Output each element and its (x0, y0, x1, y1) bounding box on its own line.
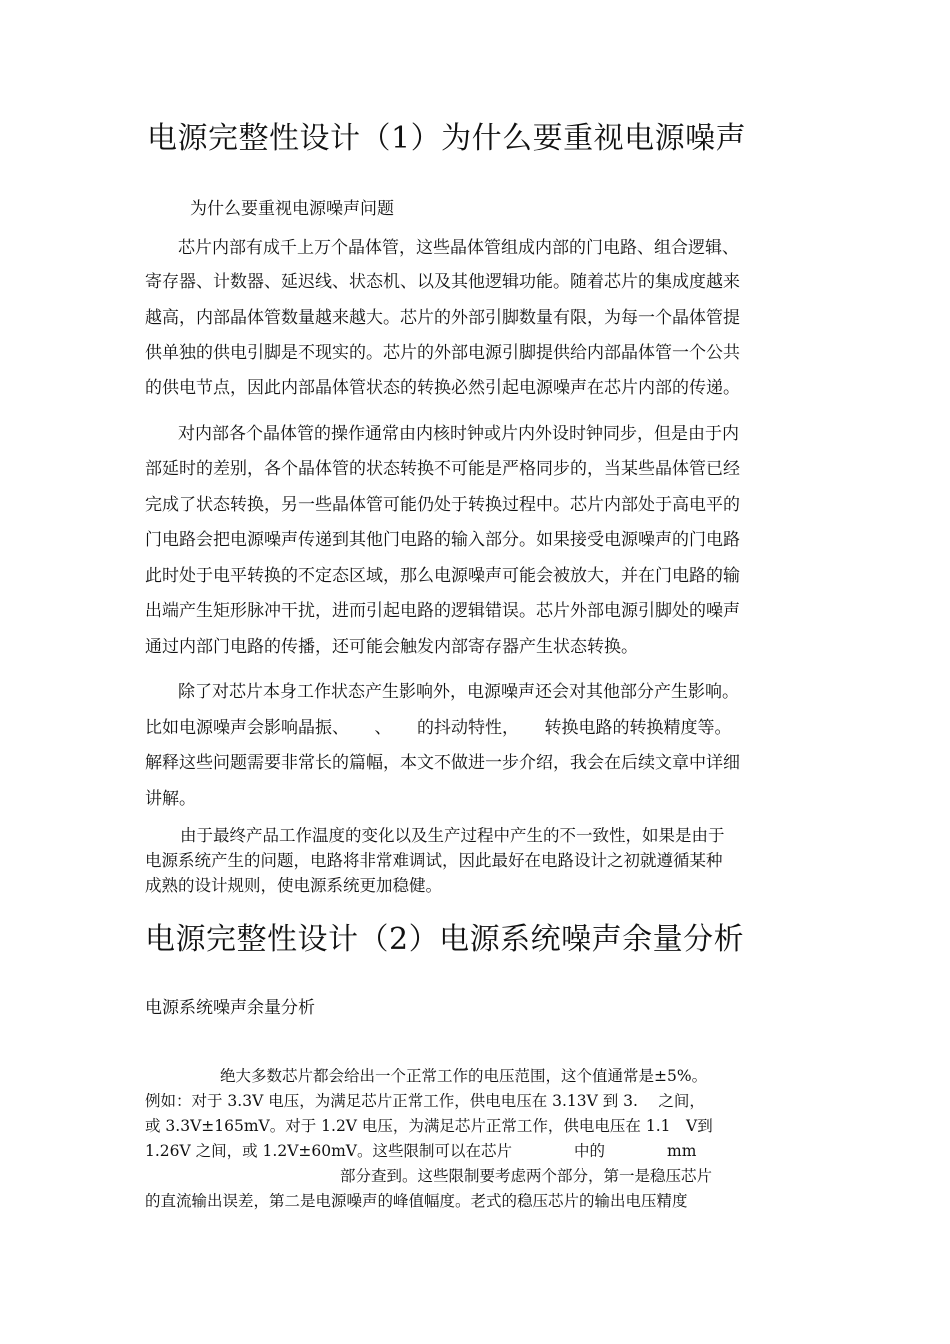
para1-line: 供单独的供电引脚是不现实的。芯片的外部电源引脚提供给内部晶体管一个公共 (145, 343, 740, 363)
section2-title: 电源完整性设计（2）电源系统噪声余量分析 (145, 922, 745, 957)
para2-line: 对内部各个晶体管的操作通常由内核时钟或片内外设时钟同步，但是由于内 (178, 424, 739, 444)
s2-para1-line: 的直流输出误差，第二是电源噪声的峰值幅度。老式的稳压芯片的输出电压精度 (145, 1192, 688, 1210)
s2-para1-line: 1.26V 之间，或 1.2V±60mV。这些限制可以在芯片 中的 mm (145, 1142, 697, 1160)
para2-line: 部延时的差别，各个晶体管的状态转换不可能是严格同步的，当某些晶体管已经 (145, 459, 740, 479)
s2-para1-line: 例如：对于 3.3V 电压，为满足芯片正常工作，供电电压在 3.13V 到 3. 之间， (145, 1092, 705, 1110)
para3-line: 讲解。 (145, 789, 196, 809)
para3-line: 解释这些问题需要非常长的篇幅，本文不做进一步介绍，我会在后续文章中详细 (145, 753, 740, 773)
s2-para1-line: 绝大多数芯片都会给出一个正常工作的电压范围，这个值通常是±5%。 (220, 1067, 708, 1085)
para4-line: 电源系统产生的问题，电路将非常难调试，因此最好在电路设计之初就遵循某种 (145, 851, 723, 870)
section1-title: 电源完整性设计（1）为什么要重视电源噪声 (147, 121, 747, 156)
para2-line: 完成了状态转换，另一些晶体管可能仍处于转换过程中。芯片内部处于高电平的 (145, 495, 740, 515)
para4-line: 由于最终产品工作温度的变化以及生产过程中产生的不一致性，如果是由于 (180, 826, 725, 845)
section1-subtitle: 为什么要重视电源噪声问题 (190, 199, 394, 219)
section2-subtitle: 电源系统噪声余量分析 (145, 998, 315, 1018)
para2-line: 门电路会把电源噪声传递到其他门电路的输入部分。如果接受电源噪声的门电路 (145, 530, 740, 550)
para2-line: 此时处于电平转换的不定态区域，那么电源噪声可能会被放大，并在门电路的输 (145, 566, 740, 586)
para3-line: 除了对芯片本身工作状态产生影响外，电源噪声还会对其他部分产生影响。 (178, 682, 739, 702)
para4-line: 成熟的设计规则，使电源系统更加稳健。 (145, 876, 442, 895)
para2-line: 出端产生矩形脉冲干扰，进而引起电路的逻辑错误。芯片外部电源引脚处的噪声 (145, 601, 740, 621)
s2-para1-line: 部分查到。这些限制要考虑两个部分，第一是稳压芯片 (340, 1167, 713, 1185)
para2-line: 通过内部门电路的传播，还可能会触发内部寄存器产生状态转换。 (145, 637, 638, 657)
para1-line: 寄存器、计数器、延迟线、状态机、以及其他逻辑功能。随着芯片的集成度越来 (145, 272, 740, 292)
para1-line: 的供电节点，因此内部晶体管状态的转换必然引起电源噪声在芯片内部的传递。 (145, 378, 740, 398)
para1-line: 越高，内部晶体管数量越来越大。芯片的外部引脚数量有限，为每一个晶体管提 (145, 308, 740, 328)
para1-line: 芯片内部有成千上万个晶体管，这些晶体管组成内部的门电路、组合逻辑、 (178, 238, 739, 258)
s2-para1-line: 或 3.3V±165mV。对于 1.2V 电压，为满足芯片正常工作，供电电压在 1.1 V到 (145, 1117, 713, 1135)
para3-line: 比如电源噪声会影响晶振、 、 的抖动特性， 转换电路的转换精度等。 (145, 718, 732, 738)
